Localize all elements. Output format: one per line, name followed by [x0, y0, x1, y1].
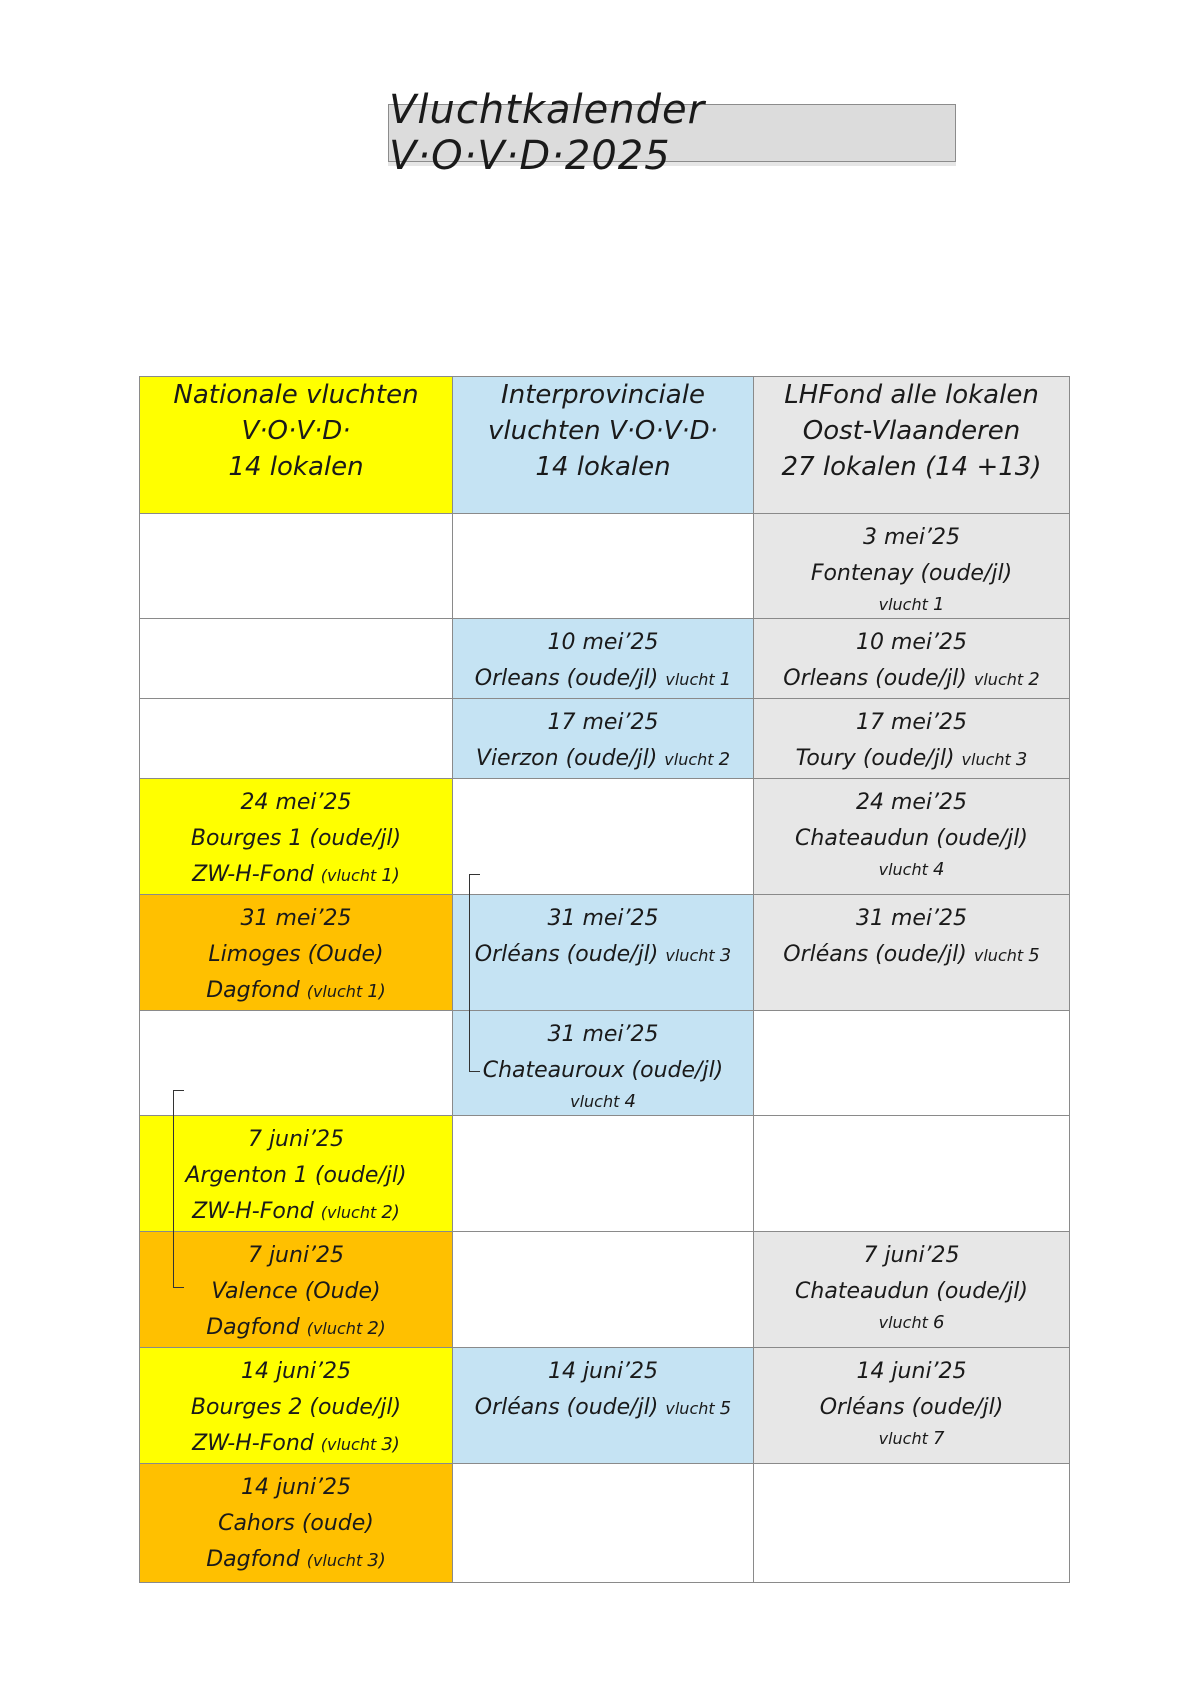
calendar-cell — [453, 619, 754, 699]
flight-category: Dagfond — [206, 1315, 300, 1340]
flight-category: ZW-H-Fond — [192, 862, 314, 887]
flight-tag: (vlucht — [320, 866, 377, 885]
flight-number — [879, 1429, 945, 1448]
flight-date: 10 mei’25 — [547, 630, 659, 655]
flight-tag: vlucht — [878, 1313, 928, 1332]
flight-number-value: 5 — [719, 1398, 732, 1419]
flight-place: Orléans (oude/jl) — [474, 1395, 659, 1420]
flight-number — [321, 866, 400, 885]
flight-place: Valence (Oude) — [211, 1279, 381, 1304]
flight-date: 24 mei’25 — [240, 790, 352, 815]
flight-place: Orleans (oude/jl) — [474, 666, 659, 691]
flight-number — [879, 860, 945, 879]
flight-date: 14 juni’25 — [240, 1359, 352, 1384]
page-title: Vluchtkalender V·O·V·D·2025 — [388, 104, 956, 162]
flight-date: 14 juni’25 — [856, 1359, 967, 1384]
flight-date: 31 mei’25 — [547, 906, 659, 931]
calendar-cell — [140, 1464, 453, 1583]
flight-place: Orléans (oude/jl) — [819, 1395, 1004, 1420]
table-row — [140, 699, 1070, 779]
flight-place: Orleans (oude/jl) — [783, 666, 967, 691]
flight-category: ZW-H-Fond — [192, 1431, 314, 1456]
flight-place: Chateaudun (oude/jl) — [795, 1279, 1028, 1304]
flight-calendar-table — [139, 376, 1070, 1583]
table-row — [140, 779, 1070, 895]
calendar-cell — [754, 619, 1070, 699]
calendar-cell — [754, 514, 1070, 619]
flight-date: 3 mei’25 — [862, 525, 961, 550]
flight-date: 7 juni’25 — [863, 1243, 960, 1268]
flight-number — [665, 1399, 731, 1418]
calendar-cell — [140, 1348, 453, 1464]
flight-tag: vlucht — [878, 1429, 928, 1448]
flight-number-value: 1) — [367, 981, 386, 1002]
calendar-cell — [140, 1232, 453, 1348]
table-row — [140, 1348, 1070, 1464]
calendar-cell — [453, 1348, 754, 1464]
table-row — [140, 895, 1070, 1011]
flight-category: Dagfond — [206, 1547, 300, 1572]
header-national: Nationale vluchten V·O·V·D· 14 lokalen — [140, 377, 453, 514]
flight-category: Dagfond — [206, 978, 300, 1003]
flight-number-value: 6 — [932, 1312, 945, 1333]
flight-place: Bourges 1 (oude/jl) — [190, 826, 402, 851]
flight-place: Limoges (Oude) — [208, 942, 384, 967]
flight-date: 17 mei’25 — [855, 710, 968, 735]
flight-date: 31 mei’25 — [240, 906, 352, 931]
table-row — [140, 514, 1070, 619]
table-header-row — [140, 377, 1070, 514]
flight-number — [321, 1435, 400, 1454]
flight-date: 10 mei’25 — [855, 630, 968, 655]
flight-tag: vlucht — [665, 1399, 715, 1418]
calendar-cell — [453, 779, 754, 895]
flight-tag: vlucht — [878, 860, 928, 879]
flight-date: 7 juni’25 — [247, 1127, 345, 1152]
table-row — [140, 1011, 1070, 1116]
flight-tag: (vlucht — [306, 1551, 363, 1570]
flight-number — [570, 1092, 636, 1111]
calendar-cell — [453, 1011, 754, 1116]
table-row — [140, 1464, 1070, 1583]
flight-place: Orléans (oude/jl) — [474, 942, 659, 967]
flight-place: Toury (oude/jl) — [795, 746, 955, 771]
table-row — [140, 619, 1070, 699]
flight-number — [307, 1551, 386, 1570]
flight-number-value: 3) — [367, 1550, 386, 1571]
flight-date: 7 juni’25 — [247, 1243, 345, 1268]
calendar-cell — [453, 895, 754, 1011]
flight-number-value: 4 — [932, 859, 945, 880]
calendar-cell — [754, 779, 1070, 895]
calendar-cell — [754, 1116, 1070, 1232]
flight-number — [665, 670, 731, 689]
flight-number — [665, 946, 731, 965]
flight-tag: (vlucht — [306, 982, 363, 1001]
flight-number-value: 3 — [1015, 749, 1028, 770]
calendar-cell — [754, 1232, 1070, 1348]
flight-tag: vlucht — [973, 670, 1024, 689]
calendar-cell — [140, 779, 453, 895]
calendar-cell — [453, 699, 754, 779]
flight-place: Chateaudun (oude/jl) — [795, 826, 1028, 851]
calendar-cell — [140, 895, 453, 1011]
flight-number-value: 2 — [718, 749, 731, 770]
flight-number-value: 1 — [719, 669, 732, 690]
header-interprovincial: Interprovinciale vluchten V·O·V·D· 14 lokalen — [453, 377, 754, 514]
calendar-cell — [754, 1464, 1070, 1583]
table-row — [140, 1116, 1070, 1232]
flight-number-value: 5 — [1028, 945, 1040, 966]
flight-number — [664, 750, 730, 769]
flight-number-value: 4 — [624, 1091, 636, 1112]
flight-number — [307, 1319, 386, 1338]
flight-tag: vlucht — [961, 750, 1011, 769]
flight-number — [974, 946, 1040, 965]
calendar-cell — [754, 699, 1070, 779]
flight-place: Chateauroux (oude/jl) — [482, 1058, 724, 1083]
flight-category: ZW-H-Fond — [192, 1199, 314, 1224]
calendar-cell — [140, 699, 453, 779]
calendar-cell — [140, 514, 453, 619]
flight-number-value: 7 — [932, 1428, 945, 1449]
calendar-cell — [140, 619, 453, 699]
flight-number — [974, 670, 1040, 689]
flight-number-value: 3) — [381, 1434, 400, 1455]
flight-tag: vlucht — [878, 595, 928, 614]
flight-date: 31 mei’25 — [547, 1022, 659, 1047]
flight-place: Bourges 2 (oude/jl) — [190, 1395, 402, 1420]
header-lhfond: LHFond alle lokalen Oost-Vlaanderen 27 lokalen (14 +13) — [754, 377, 1070, 514]
flight-number — [321, 1203, 400, 1222]
flight-number-value: 2) — [367, 1318, 386, 1339]
calendar-cell — [453, 514, 754, 619]
flight-date: 14 juni’25 — [547, 1359, 659, 1384]
flight-number-value: 1) — [381, 865, 400, 886]
flight-date: 24 mei’25 — [855, 790, 968, 815]
calendar-cell — [140, 1011, 453, 1116]
flight-tag: vlucht — [665, 946, 715, 965]
calendar-cell — [754, 1348, 1070, 1464]
flight-number — [879, 595, 945, 614]
bracket-7-juni — [173, 1090, 184, 1288]
flight-date: 14 juni’25 — [240, 1475, 352, 1500]
flight-place: Orléans (oude/jl) — [783, 942, 967, 967]
flight-number-value: 2) — [381, 1202, 400, 1223]
flight-tag: (vlucht — [320, 1203, 377, 1222]
flight-number — [879, 1313, 945, 1332]
flight-date: 17 mei’25 — [547, 710, 659, 735]
flight-number-value: 3 — [719, 945, 732, 966]
calendar-cell — [754, 895, 1070, 1011]
table-row — [140, 1232, 1070, 1348]
flight-tag: (vlucht — [306, 1319, 363, 1338]
flight-number-value: 2 — [1028, 669, 1040, 690]
calendar-cell — [140, 1116, 453, 1232]
flight-number-value: 1 — [932, 594, 945, 615]
flight-tag: (vlucht — [320, 1435, 377, 1454]
flight-tag: vlucht — [665, 670, 715, 689]
flight-tag: vlucht — [973, 946, 1024, 965]
flight-number — [962, 750, 1028, 769]
flight-tag: vlucht — [664, 750, 714, 769]
calendar-cell — [453, 1116, 754, 1232]
flight-place: Cahors (oude) — [218, 1511, 374, 1536]
calendar-cell — [754, 1011, 1070, 1116]
flight-place: Argenton 1 (oude/jl) — [185, 1163, 407, 1188]
flight-date: 31 mei’25 — [855, 906, 968, 931]
calendar-cell — [453, 1232, 754, 1348]
calendar-cell — [453, 1464, 754, 1583]
bracket-31-mei — [469, 874, 480, 1072]
flight-place: Fontenay (oude/jl) — [810, 561, 1013, 586]
flight-tag: vlucht — [570, 1092, 620, 1111]
flight-number — [307, 982, 386, 1001]
flight-place: Vierzon (oude/jl) — [475, 746, 658, 771]
